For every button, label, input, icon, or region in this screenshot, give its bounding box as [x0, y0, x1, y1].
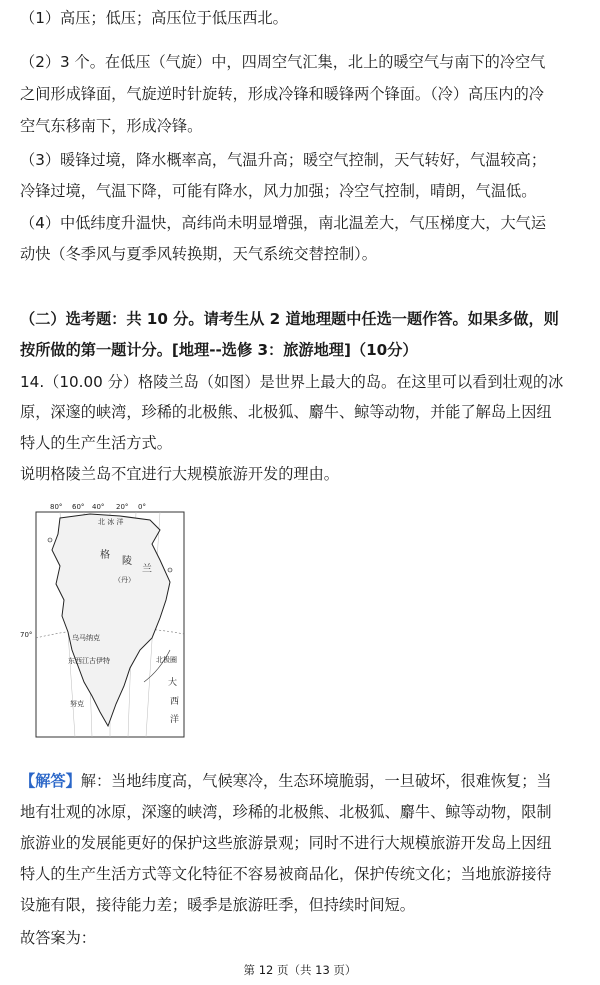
page-footer: 第 12 页（共 13 页） [243, 963, 357, 977]
lat-label-70: 70° [20, 631, 33, 639]
answer-3-line-2: 冷锋过境，气温下降，可能有降水，风力加强；冷空气控制，晴朗，气温低。 [20, 182, 537, 200]
question-line-2: 原，深邃的峡湾，珍稀的北极熊、北极狐、麝牛、鲸等动物，并能了解岛上因纽 [20, 403, 552, 421]
answer-4-line-2: 动快（冬季风与夏季风转换期，天气系统交替控制）。 [20, 245, 377, 263]
solution-line-3: 旅游业的发展能更好的保护这些旅游景观；同时不进行大规模旅游开发岛上因纽 [20, 834, 552, 852]
current-label: 北极圈 [156, 656, 177, 664]
island-name-2: 陵 [122, 556, 132, 567]
lon-label-40: 40° [92, 503, 105, 511]
place-upernavik: 乌马纳克 [72, 634, 100, 642]
solution-line-6: 故答案为： [20, 929, 96, 947]
answer-1: （1）高压；低压；高压位于低压西北。 [20, 9, 288, 27]
lon-label-20: 20° [116, 503, 129, 511]
question-line-4: 说明格陵兰岛不宜进行大规模旅游开发的理由。 [20, 465, 339, 483]
ocean-right-3: 洋 [170, 715, 180, 725]
solution-line-1-text: 解：当地纬度高，气候寒冷，生态环境脆弱，一旦破坏，很难恢复；当 [80, 772, 552, 790]
solution-line-4: 特人的生产生活方式等文化特征不容易被商品化，保护传统文化；当地旅游接待 [20, 865, 552, 883]
answer-2-line-1: （2）3 个。在低压（气旋）中，四周空气汇集，北上的暖空气与南下的冷空气 [20, 53, 546, 71]
lon-label-60: 60° [72, 503, 85, 511]
greenland-map [20, 500, 188, 742]
island-ne [168, 568, 172, 572]
lon-label-0: 0° [138, 503, 146, 511]
lon-label-80: 80° [50, 503, 63, 511]
solution-line-5: 设施有限，接待能力差；暖季是旅游旺季，但持续时间短。 [20, 896, 415, 914]
island-country: （丹） [114, 576, 135, 584]
ocean-right-2: 西 [170, 697, 180, 707]
question-line-1: 14.（10.00 分）格陵兰岛（如图）是世界上最大的岛。在这里可以看到壮观的冰 [20, 373, 564, 391]
island-name-3: 兰 [142, 564, 152, 575]
section-heading-line-1: （二）选考题：共 10 分。请考生从 2 道地理题中任选一题作答。如果多做，则 [20, 310, 559, 328]
section-heading-line-2: 按所做的第一题计分。[地理--选修 3：旅游地理]（10分） [20, 341, 418, 359]
answer-3-line-1: （3）暖锋过境，降水概率高，气温升高；暖空气控制，天气转好，气温较高； [20, 151, 547, 169]
island-name-1: 格 [100, 550, 110, 561]
ocean-top-label: 北 冰 洋 [98, 518, 124, 526]
ocean-right-1: 大 [168, 678, 178, 688]
solution-line-2: 地有壮观的冰原，深邃的峡湾，珍稀的北极熊、北极狐、麝牛、鲸等动物，限制 [20, 803, 552, 821]
answer-2-line-3: 空气东移南下，形成冷锋。 [20, 117, 203, 135]
solution-line-1 [20, 771, 552, 791]
question-line-3: 特人的生产生活方式。 [20, 434, 172, 452]
solution-tag: 【解答】 [20, 772, 81, 790]
greenland-map-svg [20, 500, 188, 742]
island-nw [48, 538, 52, 542]
place-west: 东西江古伊特 [68, 657, 110, 665]
answer-4-line-1: （4）中低纬度升温快，高纬尚未明显增强，南北温差大，气压梯度大，大气运 [20, 214, 547, 232]
answer-2-line-2: 之间形成锋面，气旋逆时针旋转，形成冷锋和暖锋两个锋面。（冷）高压内的冷 [20, 85, 544, 103]
place-nuuk: 努克 [70, 700, 84, 708]
